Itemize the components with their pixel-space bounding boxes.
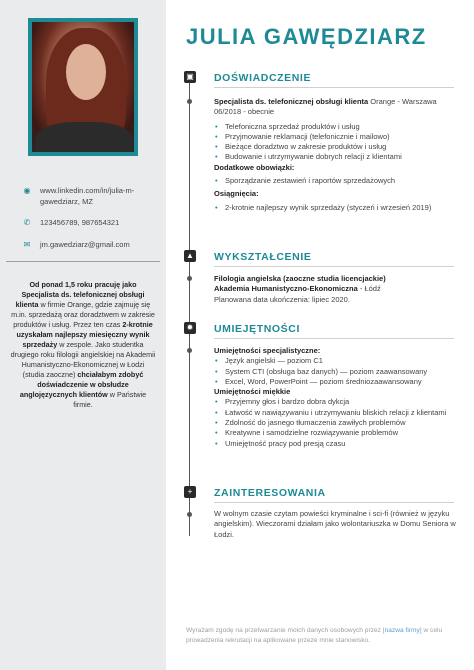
- list-item: • Excel, Word, PowerPoint — poziom średniozaawansowany: [214, 377, 460, 387]
- plus-icon: +: [184, 486, 196, 498]
- gdpr-text-1: Wyrażam zgodę na przetwarzanie moich danych osobowych przez [: [186, 627, 385, 634]
- job-company: Orange - Warszawa: [368, 97, 437, 106]
- about-text-1: Od ponad 1,5 roku pracuję jako: [29, 280, 137, 289]
- section-title-interests: ZAINTERESOWANIA: [214, 487, 326, 499]
- interests-text: W wolnym czasie czytam powieści kryminalne i sci-fi (również w języku angielskim). Wieczorami działam jako wolontariuszka w Domu Seniora w Łodzi.: [214, 509, 456, 539]
- job-heading: [214, 97, 460, 107]
- company-name-link[interactable]: nazwa firmy: [384, 627, 420, 634]
- interests-entry: [214, 509, 460, 540]
- section-divider: [214, 266, 454, 267]
- about-text-3: w firmie Orange, gdzie zajmuję się m.in. sprzedażą oraz doradztwem w zakresie produktów i usług. Przez ten czas: [11, 300, 155, 329]
- list-item: • Umiejętność pracy pod presją czasu: [214, 439, 460, 449]
- timeline-line: [189, 74, 190, 536]
- education-entry: [214, 274, 460, 305]
- profile-photo-frame: [28, 18, 138, 156]
- list-item: • Zdolność do jasnego tłumaczenia zawiłych problemów: [214, 418, 460, 428]
- list-item: • Przyjemny głos i bardzo dobra dykcja: [214, 397, 460, 407]
- location-pin-icon: ◉: [23, 186, 31, 195]
- list-item: • Budowanie i utrzymywanie dobrych relacji z klientami: [214, 152, 460, 162]
- list-item: • Łatwość w nawiązywaniu i utrzymywaniu bliskich relacji z klientami: [214, 408, 460, 418]
- soft-skills: [214, 397, 460, 448]
- list-item: • Przyjmowanie reklamacji (telefonicznie i mailowo): [214, 132, 460, 142]
- envelope-icon: ✉: [23, 239, 31, 249]
- phone-icon: ✆: [23, 218, 31, 227]
- about-text-6: chciałabym zdobyć doświadczenie w obsłudze anglojęzycznych klientów: [19, 370, 144, 399]
- briefcase-icon: ▣: [184, 71, 196, 83]
- list-item: • Sporządzanie zestawień i raportów sprzedażowych: [214, 176, 460, 186]
- sidebar: [0, 0, 166, 670]
- section-title-skills: UMIEJĘTNOŚCI: [214, 323, 300, 335]
- gear-icon: ✹: [184, 322, 196, 334]
- job-duties: [214, 122, 460, 163]
- section-title-experience: DOŚWIADCZENIE: [214, 72, 312, 84]
- job-dates: 06/2018 - obecnie: [214, 107, 275, 117]
- about-text-7: w Państwie firmie.: [73, 390, 147, 409]
- school: Akademia Humanistyczno-Ekonomiczna: [214, 284, 358, 294]
- about-text-2: Specjalista ds. telefonicznej obsługi klienta: [15, 290, 145, 309]
- about-text-5: w zespole. Jako studentka drugiego roku filologii angielskiej na Akademii Humanistyczno-Ekonomicznej w Łodzi (studia zaoczne): [10, 340, 156, 379]
- contact-info: [22, 186, 152, 261]
- list-item: • Telefoniczna sprzedaż produktów i usług: [214, 122, 460, 132]
- gdpr-clause: [186, 626, 456, 645]
- job-title: Specjalista ds. telefonicznej obsługi klienta: [214, 97, 369, 106]
- about-text-4: 2-krotnie uzyskałam najlepszy miesięczny wynik sprzedaży: [16, 320, 153, 349]
- list-item: • Bieżące doradztwo w zakresie produktów i usług: [214, 142, 460, 152]
- section-divider: [214, 338, 454, 339]
- gdpr-text-2: ] w celu prowadzenia rekrutacji na aplikowane przeze mnie stanowisko.: [186, 627, 443, 644]
- contact-linkedin[interactable]: [22, 186, 152, 207]
- soft-skills-label: Umiejętności miękkie: [214, 387, 291, 397]
- email-text: jm.gawedziarz@gmail.com: [40, 239, 130, 249]
- extra-duties: [214, 176, 460, 186]
- experience-entry: [214, 97, 460, 213]
- list-item: • Kreatywne i samodzielne rozwiązywanie problemów: [214, 428, 460, 438]
- hard-skills: [214, 356, 460, 387]
- timeline-dot: [187, 99, 192, 104]
- school-city: - Łódź: [357, 284, 381, 294]
- section-divider: [214, 87, 454, 88]
- contact-email[interactable]: [22, 240, 152, 251]
- contact-phone[interactable]: [22, 218, 152, 229]
- candidate-name: JULIA GAWĘDZIARZ: [186, 24, 427, 49]
- phone-text: 123456789, 987654321: [40, 218, 120, 227]
- section-title-education: WYKSZTAŁCENIE: [214, 251, 312, 263]
- timeline-dot: [187, 512, 192, 517]
- graduation-cap-icon: ▲: [184, 250, 196, 262]
- extra-duties-label: Dodatkowe obowiązki:: [214, 162, 295, 172]
- section-divider: [214, 502, 454, 503]
- list-item: • System CTI (obsługa baz danych) — poziom zaawansowany: [214, 367, 460, 377]
- timeline-dot: [187, 276, 192, 281]
- hard-skills-label: Umiejętności specjalistyczne:: [214, 346, 321, 355]
- timeline-dot: [187, 348, 192, 353]
- skills-entry: [214, 346, 460, 449]
- list-item: • Język angielski — poziom C1: [214, 356, 460, 366]
- profile-photo: [32, 22, 134, 152]
- achievements: [214, 203, 460, 213]
- list-item: • 2-krotnie najlepszy wynik sprzedaży (styczeń i wrzesień 2019): [214, 203, 460, 213]
- degree: Filologia angielska (zaoczne studia licencjackie): [214, 274, 386, 283]
- achievements-label: Osiągnięcia:: [214, 189, 259, 199]
- linkedin-text: www.linkedin.com/in/julia-m-gawedziarz, MZ: [40, 186, 135, 206]
- about-summary: [10, 280, 156, 410]
- sidebar-divider: [6, 261, 160, 262]
- graduation-date: Planowana data ukończenia: lipiec 2020.: [214, 294, 350, 304]
